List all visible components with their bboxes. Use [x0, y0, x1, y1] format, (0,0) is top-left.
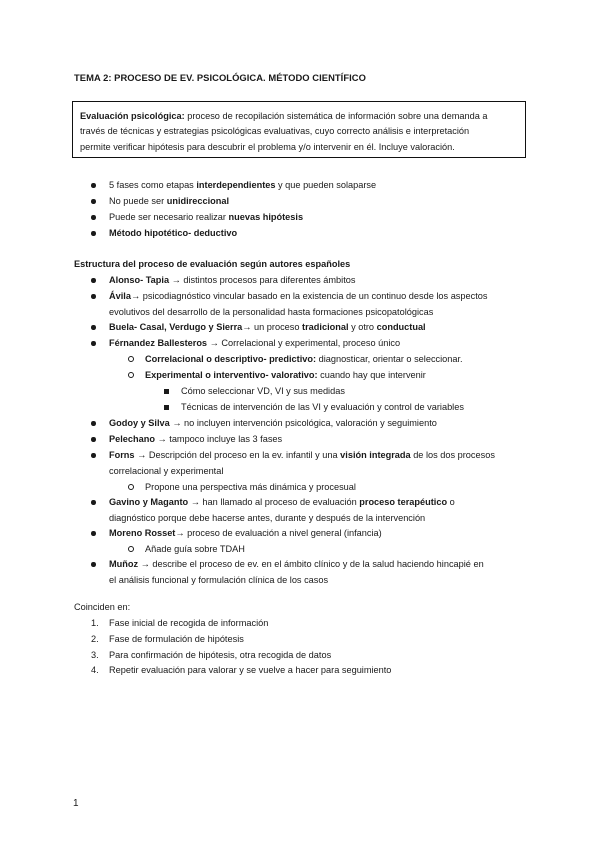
sub-sub-item-1: Cómo seleccionar VD, VI y sus medidas: [181, 386, 345, 396]
list-number: 1.: [91, 618, 99, 628]
author-buela: Buela- Casal, Verdugo y Sierra→ un proceso tradicional y otro conductual: [109, 322, 426, 332]
feature-item-3: Puede ser necesario realizar nuevas hipótesis: [109, 212, 304, 222]
author-moreno-rosset: Moreno Rosset→ proceso de evaluación a nivel general (infancia): [109, 528, 382, 538]
coinciden-item-2: Fase de formulación de hipótesis: [109, 634, 244, 644]
sub-item-forns: Propone una perspectiva más dinámica y procesual: [145, 482, 356, 492]
bullet-icon: [91, 437, 96, 442]
definition-line-2: través de técnicas y estrategias psicológicas evaluativas, cuyo correcto análisis e interpretación: [80, 126, 470, 137]
bullet-icon: [91, 231, 96, 236]
author-fernandez-ballesteros: Férnandez Ballesteros → Correlacional y experimental, proceso único: [109, 338, 401, 348]
bullet-icon: [91, 531, 96, 536]
definition-term: Evaluación psicológica:: [80, 111, 185, 121]
bullet-icon: [91, 278, 96, 283]
bullet-icon: [91, 421, 96, 426]
coinciden-item-1: Fase inicial de recogida de información: [109, 618, 269, 628]
bullet-icon: [91, 453, 96, 458]
bullet-icon: [91, 562, 96, 567]
square-bullet-icon: [164, 405, 169, 410]
list-number: 2.: [91, 634, 99, 644]
coinciden-item-3: Para confirmación de hipótesis, otra recogida de datos: [109, 650, 332, 660]
bullet-icon: [91, 294, 96, 299]
bullet-icon: [91, 500, 96, 505]
sub-item-moreno: Añade guía sobre TDAH: [145, 544, 245, 554]
list-number: 4.: [91, 665, 99, 675]
author-godoy-silva: Godoy y Silva → no incluyen intervención psicológica, valoración y seguimiento: [109, 418, 437, 428]
bullet-icon: [91, 325, 96, 330]
author-gavino-cont: diagnóstico porque debe hacerse antes, durante y después de la intervención: [109, 513, 426, 523]
author-alonso-tapia: Alonso- Tapia → distintos procesos para diferentes ámbitos: [109, 275, 356, 285]
square-bullet-icon: [164, 389, 169, 394]
author-forns-cont: correlacional y experimental: [109, 466, 224, 476]
author-forns: Forns → Descripción del proceso en la ev. infantil y una visión integrada de los dos procesos: [109, 450, 495, 460]
bullet-icon: [91, 199, 96, 204]
author-munoz: Muñoz → describe el proceso de ev. en el ámbito clínico y de la salud haciendo hincapié en: [109, 559, 484, 569]
bullet-icon: [91, 183, 96, 188]
structure-heading: Estructura del proceso de evaluación según autores españoles: [74, 259, 351, 269]
feature-item-4: Método hipotético- deductivo: [109, 228, 238, 238]
sub-item-experimental: Experimental o interventivo- valorativo: cuando hay que intervenir: [145, 370, 426, 380]
definition-box: [72, 101, 526, 158]
author-avila-cont: evolutivos del desarrollo de la personalidad hasta formaciones psicopatológicas: [109, 307, 434, 317]
page-number: 1: [73, 798, 79, 809]
feature-item-1: 5 fases como etapas interdependientes y que pueden solaparse: [109, 180, 377, 190]
author-pelechano: Pelechano → tampoco incluye las 3 fases: [109, 434, 283, 444]
coinciden-label: Coinciden en:: [74, 602, 131, 612]
circle-bullet-icon: [128, 484, 134, 490]
feature-item-2: No puede ser unidireccional: [109, 196, 230, 206]
definition-line-1: Evaluación psicológica: proceso de recopilación sistemática de información sobre una demanda a: [80, 111, 488, 121]
sub-sub-item-2: Técnicas de intervención de las VI y evaluación y control de variables: [181, 402, 464, 412]
list-number: 3.: [91, 650, 99, 660]
circle-bullet-icon: [128, 372, 134, 378]
author-avila: Ávila→ psicodiagnóstico vincular basado en la existencia de un continuo desde los aspectos: [109, 291, 488, 301]
circle-bullet-icon: [128, 356, 134, 362]
coinciden-item-4: Repetir evaluación para valorar y se vuelve a hacer para seguimiento: [109, 665, 392, 675]
document-title: TEMA 2: PROCESO DE EV. PSICOLÓGICA. MÉTODO CIENTÍFICO: [74, 72, 366, 83]
author-gavino-maganto: Gavino y Maganto → han llamado al proceso de evaluación proceso terapéutico o: [109, 497, 455, 507]
sub-item-correlacional: Correlacional o descriptivo- predictivo: diagnosticar, orientar o seleccionar.: [145, 354, 463, 364]
bullet-icon: [91, 341, 96, 346]
circle-bullet-icon: [128, 546, 134, 552]
author-munoz-cont: el análisis funcional y formulación clínica de los casos: [109, 575, 329, 585]
definition-line-3: permite verificar hipótesis para descubrir el problema y/o intervenir en él. Incluye valoración.: [80, 141, 455, 152]
bullet-icon: [91, 215, 96, 220]
